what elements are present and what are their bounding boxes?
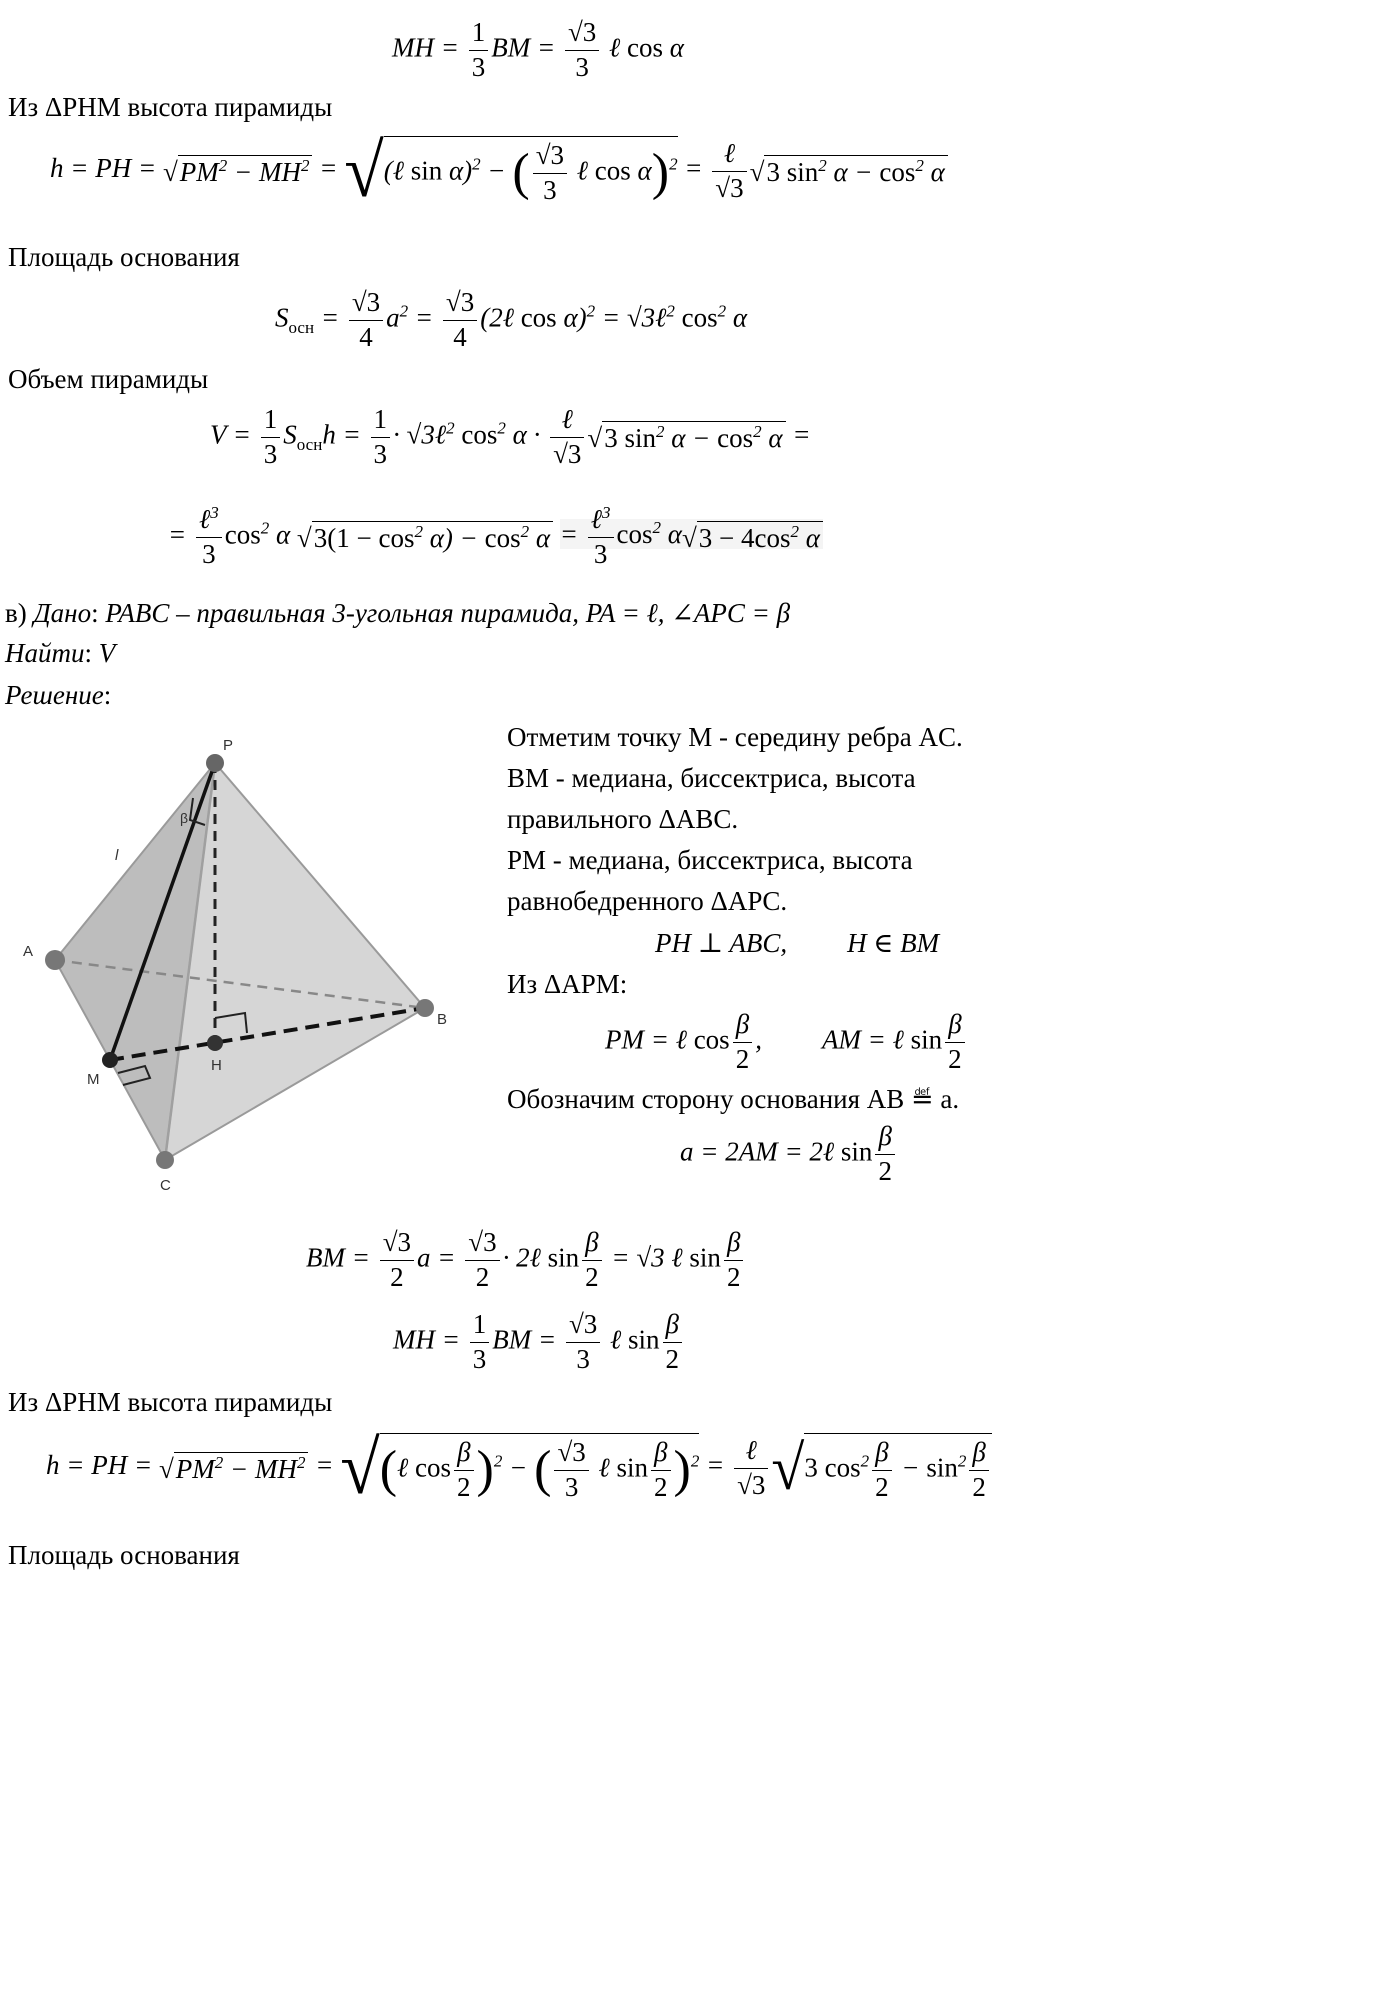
text-ploshad-osn-1: Площадь основания (8, 242, 240, 272)
label-b: B (437, 1011, 448, 1028)
ph-perp-line (655, 926, 939, 960)
point-h (207, 1035, 223, 1051)
equation-volume-2: = $\frac{\ell^3}{3}$ $\cos^2 \alpha$ $√3(1 - \cos^2 \alpha) - \cos^2 \alpha$ = $\frac{\ell^3}{3}$ $\cos^2 \alpha√3 - 4\cos^2$ α (168, 505, 823, 569)
reshenie-line: Решение: (5, 680, 112, 710)
dano-text: PABC – правильная 3-угольная пирамида, PA = ℓ, ∠APC = β (105, 598, 791, 628)
label-m: M (87, 1071, 100, 1088)
equation-bm: BM = $\frac{√3}{2}$ a = $\frac{√3}{2}$ · 2ℓ sin $\frac{\beta}{2}$ = √3 ℓ sin $\frac{\beta}{2}$ (306, 1228, 746, 1292)
equation-pm-am: PM = ℓ cos $\frac{\beta}{2}$ , AM = ℓ sin $\frac{\beta}{2}$ (605, 1010, 968, 1074)
text-obem: Объем пирамиды (8, 364, 209, 394)
equation-a: a = 2AM = 2ℓ sin $\frac{\beta}{2}$ (680, 1122, 898, 1186)
point-p (206, 754, 224, 772)
label-a: A (23, 943, 34, 960)
text-pm-line2: равнобедренного ΔAPC. (507, 886, 788, 916)
equation-base-area-cos: $S_{осн}$ = $\frac{√3}{4}$ $a^2$ = $\frac{√3}{4}$ (2ℓ cos α)$^2$ = √3ℓ$^2$ $\cos^2 \alpha$ (275, 287, 748, 352)
label-beta: β (180, 810, 189, 826)
equation-volume-1: V = $\frac{1}{3}$ $S_{осн}h$ = $\frac{1}{3}$ · √3ℓ$^2$ $\cos^2 \alpha$ · $\frac{\text{ℓ}}{√3}$ √3 $\sin^2 \alpha - \cos^2 \alpha$ = (210, 404, 811, 469)
text-pm-line1: PM - медиана, биссектриса, высота (507, 845, 913, 875)
equation-height-cos: h = PH = $√PM^2 - MH^2$ = √(ℓ sin α)$^2$ − ( $\frac{√3}{3}$ ℓ cos α)$^2$ = $\frac{\text{ℓ}}{√3}$ √3 $\sin^2 \alpha - \cos^2 \alpha$ (50, 135, 948, 207)
label-c: C (160, 1177, 171, 1194)
point-c (156, 1151, 174, 1169)
pyramid-figure (15, 728, 465, 1198)
naiti-value: V (98, 638, 116, 668)
naiti-line: Найти: V (5, 638, 116, 668)
reshenie-label: Решение (5, 680, 104, 710)
text-bm-line2: правильного ΔABC. (507, 804, 739, 834)
label-h: H (211, 1057, 222, 1074)
text-oboznachim: Обозначим сторону основания AB ≝ a. (507, 1084, 960, 1114)
text-h-in-bm: H ∈ BM (847, 928, 940, 958)
label-l: l (115, 847, 119, 864)
dano-line: в) Дано: PABC – правильная 3-угольная пирамида, PA = ℓ, ∠APC = β (5, 598, 791, 628)
text-bm-line1: BM - медиана, биссектриса, высота (507, 763, 916, 793)
label-p: P (223, 737, 234, 754)
equation-height-beta: h = PH = $√PM^2 - MH^2$ = √(ℓ cos $\frac{\beta}{2}$ )$^2$ − ( $\frac{√3}{3}$ ℓ sin $\frac{\beta}{2}$ )$^2$ = $\frac{\text{ℓ}}{√3}$ √3 $\cos^2$ $\frac{\beta}{2}$ − $\sin^2$ $\frac{\beta}{2}$ (46, 1432, 992, 1504)
dano-label: Дано (33, 598, 92, 628)
naiti-label: Найти (5, 638, 85, 668)
text-iz-apm: Из ΔAPM: (507, 969, 628, 999)
equation-mh-cos: MH = $\frac{1}{3}$ BM = $\frac{√3}{3}$ ℓ cos α (392, 17, 684, 82)
point-m (102, 1052, 118, 1068)
equation-mh-sin: MH = $\frac{1}{3}$ BM = $\frac{√3}{3}$ ℓ sin $\frac{\beta}{2}$ (393, 1310, 685, 1374)
text-otmetim: Отметим точку M - середину ребра AC. (507, 722, 963, 752)
text-iz-phm-1: Из ΔPHM высота пирамиды (8, 92, 333, 122)
point-b (416, 999, 434, 1017)
point-a (45, 950, 65, 970)
text-iz-phm-2: Из ΔPHM высота пирамиды (8, 1387, 333, 1417)
part-label: в) (5, 598, 27, 628)
text-ploshad-osn-2: Площадь основания (8, 1540, 240, 1570)
text-ph-perp: PH ⊥ ABC, (655, 928, 788, 958)
